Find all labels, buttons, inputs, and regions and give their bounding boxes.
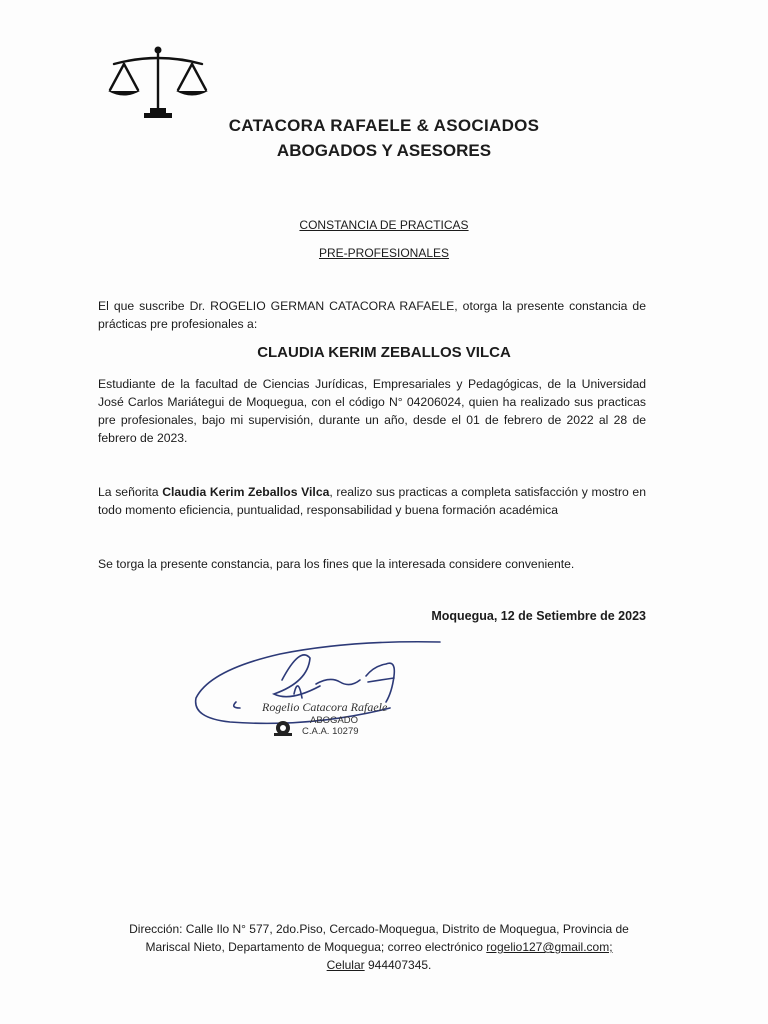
student-details-paragraph: Estudiante de la facultad de Ciencias Jurídicas, Empresariales y Pedagógicas, de la Universidad José Carlos Mariátegui de Moquegua, con el código N° 04206024, quien ha realizado sus practicas pre profesionales, bajo mi supervisión, durante un año, desde el 01 de febrero de 2022 al 28 de febrero de 2023. [98,377,646,445]
performance-paragraph [98,483,646,519]
footer-phone-label: Celular [326,958,365,972]
footer-line-2-text: Mariscal Nieto, Departamento de Moquegua; correo electrónico [145,940,487,954]
issue-date: Moquegua, 12 de Setiembre de 2023 [431,609,646,623]
footer-phone: 944407345. [364,958,432,972]
student-name: CLAUDIA KERIM ZEBALLOS VILCA [257,344,511,361]
footer-address [96,920,662,974]
footer-line-3 [96,956,662,974]
document-title: CONSTANCIA DE PRACTICAS [299,218,469,232]
firm-subtitle: ABOGADOS Y ASESORES [276,141,492,160]
stamp-name: Rogelio Catacora Rafaele [262,700,388,714]
scales-of-justice-logo [104,44,212,120]
closing-paragraph: Se torga la presente constancia, para los fines que la interesada considere conveniente. [98,557,575,571]
performance-student-name: Claudia Kerim Zeballos Vilca [162,485,330,499]
seal-icon [272,718,294,738]
footer-line-2 [96,938,662,956]
performance-prefix: La señorita [98,485,163,499]
document-subtitle: PRE-PROFESIONALES [318,246,450,260]
footer-line-1: Dirección: Calle Ilo N° 577, 2do.Piso, Cercado-Moquegua, Distrito de Moquegua, Provincia de [129,922,629,936]
performance-text: , realizo sus practicas a completa satisfacción y mostro en todo momento eficiencia, puntualidad, responsabilidad y buena formación académica [98,485,646,517]
lawyer-stamp [258,696,418,746]
stamp-registration: C.A.A. 10279 [302,726,359,737]
footer-email-link[interactable]: rogelio127@gmail.com; [486,940,613,954]
intro-paragraph: El que suscribe Dr. ROGELIO GERMAN CATACORA RAFAELE, otorga la presente constancia de prácticas pre profesionales a: [98,299,646,331]
firm-name: CATACORA RAFAELE & ASOCIADOS [228,116,540,135]
stamp-role: ABOGADO [310,715,359,726]
